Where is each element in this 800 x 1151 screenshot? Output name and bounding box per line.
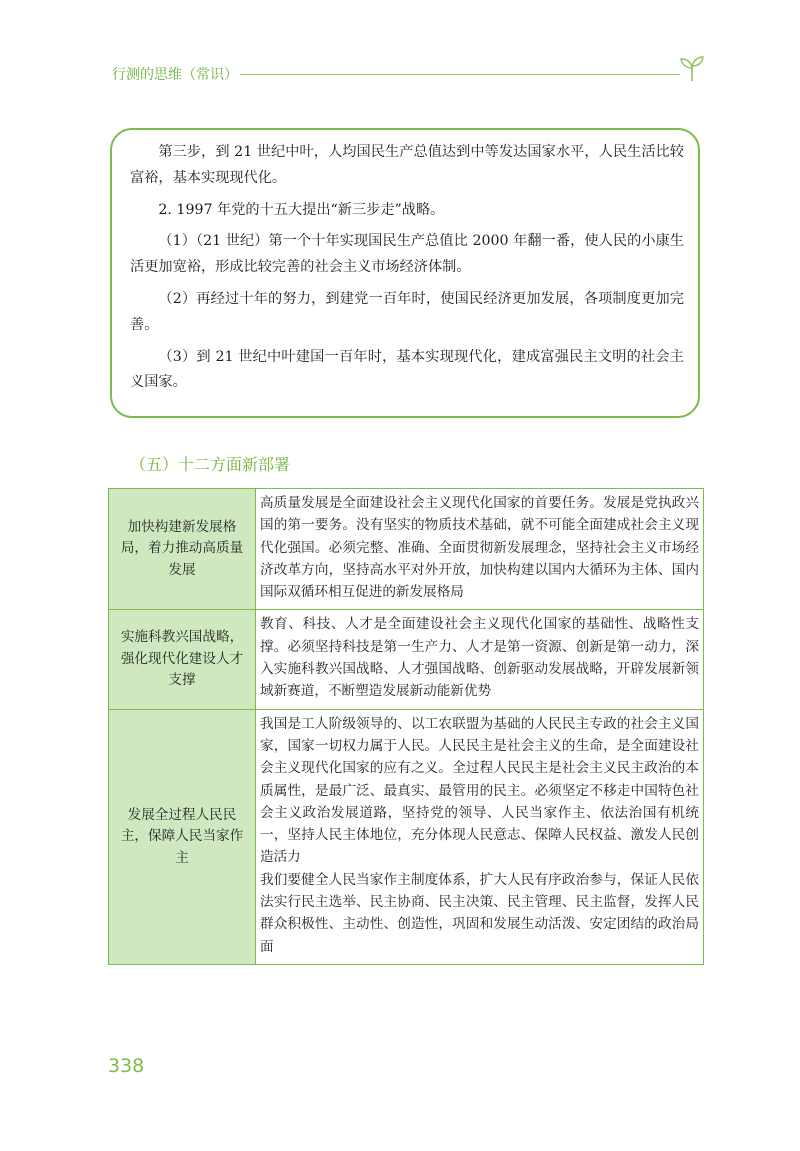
row-label: 发展全过程人民民主，保障人民当家作主 [109, 709, 256, 964]
header-rule [240, 74, 680, 75]
running-header [112, 60, 712, 90]
row-content [256, 489, 704, 610]
row-label: 实施科教兴国战略，强化现代化建设人才支撑 [109, 610, 256, 709]
table-row [109, 709, 704, 964]
section-heading: （五）十二方面新部署 [130, 455, 291, 474]
row-content [256, 709, 704, 964]
note-paragraph: （1）（21 世纪）第一个十年实现国民生产总值比 2000 年翻一番，使人民的小康生活更加宽裕，形成比较完善的社会主义市场经济体制。 [130, 233, 684, 276]
note-paragraph: （2）再经过十年的努力，到建党一百年时，使国民经济更加发展，各项制度更加完善。 [130, 290, 684, 333]
row-paragraph: 我国是工人阶级领导的、以工农联盟为基础的人民民主专政的社会主义国家，国家一切权力属于人民。人民民主是社会主义的生命，是全面建设社会主义现代化国家的应有之义。全过程人民民主是社会主义民主政治的本质属性，是最广泛、最真实、最管用的民主。必须坚定不移走中国特色社会主义政治发展道路，坚持党的领导、人民当家作主、依法治国有机统一，坚持人民主体地位，充分体现人民意志、保障人民权益、激发人民创造活力 [260, 715, 699, 866]
note-paragraph: 第三步，到 21 世纪中叶，人均国民生产总值达到中等发达国家水平，人民生活比较富裕，基本实现现代化。 [130, 144, 684, 186]
sprout-icon [679, 54, 705, 82]
row-paragraph: 我们要健全人民当家作主制度体系，扩大人民有序政治参与，保证人民依法实行民主选举、民主协商、民主决策、民主管理、民主监督，发挥人民群众积极性、主动性、创造性，巩固和发展生动活泼、安定团结的政治局面 [260, 871, 699, 955]
running-header-title: 行测的思维（常识） [112, 67, 238, 83]
note-paragraph: 2. 1997 年党的十五大提出“新三步走”战略。 [158, 201, 445, 218]
row-paragraph: 教育、科技、人才是全面建设社会主义现代化国家的基础性、战略性支撑。必须坚持科技是第一生产力、人才是第一资源、创新是第一动力，深入实施科教兴国战略、人才强国战略、创新驱动发展战略，开辟发展新领域新赛道，不断塑造发展新动能新优势 [260, 616, 699, 700]
note-paragraph: （3）到 21 世纪中叶建国一百年时，基本实现现代化，建成富强民主文明的社会主义国家。 [130, 348, 684, 391]
note-box [110, 128, 700, 418]
row-label: 加快构建新发展格局，着力推动高质量发展 [109, 489, 256, 610]
page-number: 338 [108, 1055, 145, 1077]
table-row [109, 489, 704, 610]
deployment-table [108, 488, 704, 965]
row-content [256, 610, 704, 709]
row-paragraph: 高质量发展是全面建设社会主义现代化国家的首要任务。发展是党执政兴国的第一要务。没有坚实的物质技术基础，就不可能全面建成社会主义现代化强国。必须完整、准确、全面贯彻新发展理念，坚持社会主义市场经济改革方向，坚持高水平对外开放，加快构建以国内大循环为主体、国内国际双循环相互促进的新发展格局 [260, 495, 699, 601]
table-row [109, 610, 704, 709]
